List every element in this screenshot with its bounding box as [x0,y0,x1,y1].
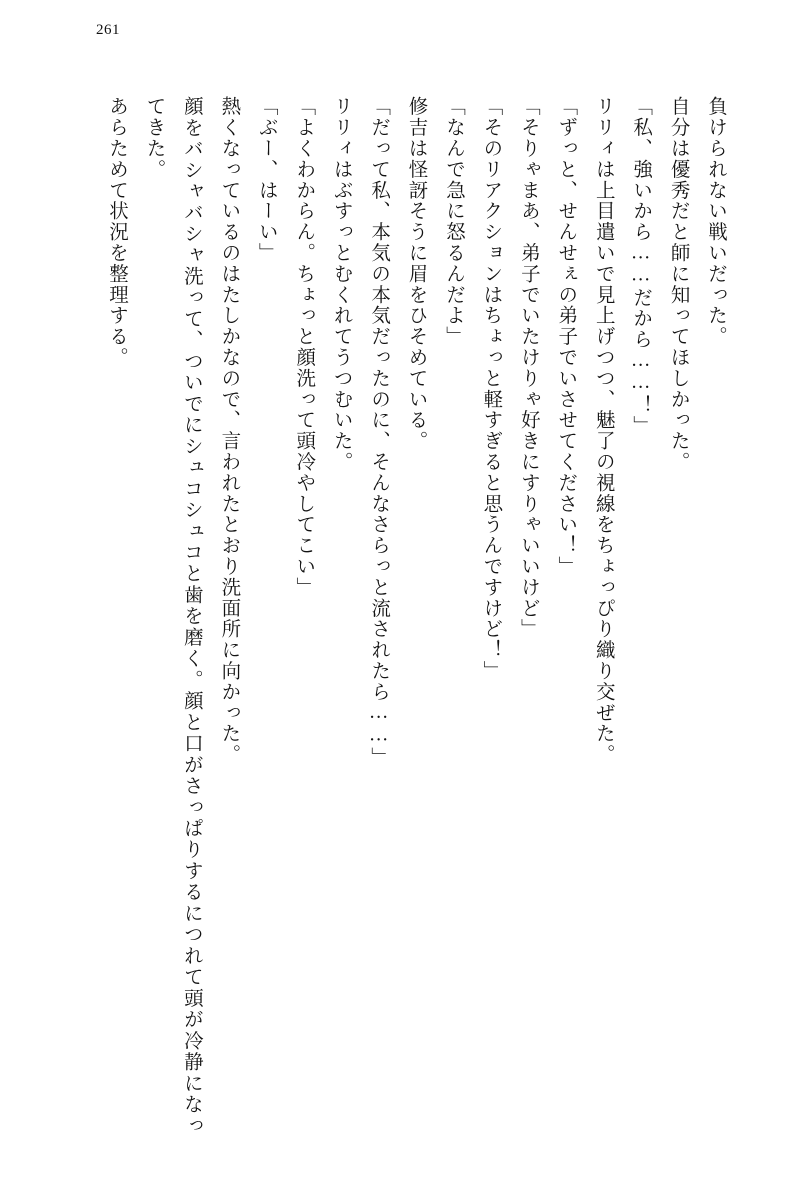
paragraph: リリィは上目遣いで見上げつつ、魅了の視線をちょっぴり織り交ぜた。 [592,96,614,765]
paragraph: あらためて状況を整理する。 [106,96,127,368]
page-number: 261 [96,22,120,38]
paragraph: 修吉は怪訝そうに眉をひそめている。 [405,96,427,452]
paragraph: リリィはぶすっとむくれてうつむいた。 [330,96,352,473]
paragraph: 負けられない戦いだった。 [705,96,726,347]
paragraph: 「そりゃまあ、弟子でいたけりゃ好きにすりゃいいけど」 [517,96,539,640]
paragraph: 自分は優秀だと師に知ってほしかった。 [667,96,689,473]
page-body-text [94,96,734,1136]
paragraph: 「よくわからん。ちょっと顔洗って頭冷やしてこい」 [293,96,315,598]
paragraph: 「ずっと、せんせぇの弟子でいさせてください！」 [555,96,577,577]
paragraph: 「ぶー、はーい」 [255,96,277,264]
paragraph: 「だって私、本気の本気だったのに、そんなさらっと流されたら……」 [368,96,390,768]
paragraph: 熱くなっているのはたしかなので、言われたとおり洗面所に向かった。 [218,96,240,765]
paragraph: 「なんで急に怒るんだよ」 [442,96,464,347]
paragraph: 「そのリアクションはちょっと軽すぎると思うんですけど！」 [480,96,502,682]
paragraph: 「私、強いから……だから……！」 [630,96,652,437]
paragraph: 顔をバシャバシャ洗って、ついでにシュコシュコと歯を磨く。顔と口がさっぱりするにつれて頭が冷静になってきた。 [143,96,202,1136]
